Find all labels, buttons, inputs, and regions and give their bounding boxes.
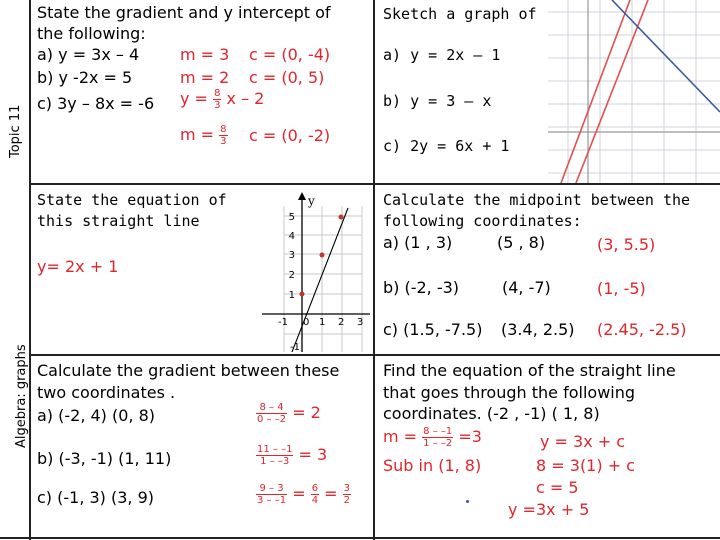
- q1-c-m-frac: [219, 124, 227, 147]
- q5-c-den3: 2: [343, 495, 351, 506]
- q3-x-tick: 3: [357, 317, 364, 328]
- q2-line-red-2: [576, 0, 648, 183]
- q5-b-frac: [256, 444, 293, 467]
- q1-c-m-eq: m =: [180, 125, 215, 144]
- q3-point-2: [320, 253, 325, 258]
- divider-row1: [29, 183, 720, 185]
- q3-line: [292, 208, 348, 352]
- q1-a-c: c = (0, -4): [249, 45, 331, 64]
- q5-c-num3: 3: [343, 483, 351, 494]
- q1-c-y-eq: y =: [180, 89, 208, 108]
- q5-c-frac3: [343, 483, 351, 506]
- q6-c: c = 5: [536, 478, 579, 497]
- q6-line3: coordinates. (-2 , -1) ( 1, 8): [383, 404, 600, 423]
- q4-a: a) (1 , 3): [383, 233, 453, 252]
- q3-x-tick: -1: [278, 317, 288, 328]
- q6-m-answer: =3: [458, 427, 482, 446]
- q5-a-frac: [256, 402, 287, 425]
- q5-b-den: 1 – –3: [260, 456, 290, 467]
- q6-sub: Sub in (1, 8): [383, 456, 482, 475]
- q5-c-num2: 6: [311, 483, 319, 494]
- q3-answer: y= 2x + 1: [37, 257, 119, 276]
- q1-c-c: c = (0, -2): [249, 126, 331, 145]
- q1-b: b) y -2x = 5: [37, 68, 133, 87]
- q1-c-frac: [213, 88, 221, 111]
- q5-a-den: 0 – –2: [257, 414, 287, 425]
- q1-c-m-num: 8: [220, 124, 227, 135]
- q4-c-answer: (2.45, -2.5): [597, 320, 687, 339]
- q4-c: c) (1.5, -7.5): [383, 320, 483, 339]
- q2-line-blue: [612, 0, 720, 112]
- q6-general: y = 3x + c: [540, 432, 626, 451]
- q3-x-tick: 2: [338, 317, 345, 328]
- q5-a: a) (-2, 4) (0, 8): [37, 406, 156, 425]
- q3-graph: [262, 186, 372, 352]
- q4-c2: (3.4, 2.5): [501, 320, 575, 339]
- q3-line1: State the equation of: [37, 191, 227, 209]
- q6-m: [383, 426, 482, 449]
- q6-line1: Find the equation of the straight line: [383, 361, 676, 380]
- q3-x-tick: 0: [303, 317, 310, 328]
- q3-bottom-tick: -1: [290, 342, 300, 352]
- q5-b-calc: [256, 444, 327, 467]
- topic-label: Topic 11: [8, 104, 23, 158]
- q3-line2: this straight line: [37, 212, 200, 230]
- q5-b-answer: = 3: [298, 445, 328, 464]
- q5-c-den: 3 – –1: [257, 495, 287, 506]
- q5-a-num: 8 – 4: [256, 402, 287, 414]
- q1-c-rest: x – 2: [226, 89, 265, 108]
- q4-line2: following coordinates:: [383, 212, 582, 230]
- q6-final: y =3x + 5: [508, 500, 590, 519]
- q3-y-tick: 2: [288, 270, 295, 281]
- q5-c-calc: [256, 483, 351, 506]
- q4-a2: (5 , 8): [497, 233, 546, 252]
- q1-title-1: State the gradient and y intercept of: [37, 3, 331, 22]
- q1-c-frac-den: 3: [214, 100, 221, 111]
- q3-point-1: [300, 292, 305, 297]
- q3-y-tick: 5: [288, 212, 295, 223]
- q6-sub-eq: 8 = 3(1) + c: [536, 456, 635, 475]
- q1-a: a) y = 3x – 4: [37, 45, 140, 64]
- q1-c-y: [180, 88, 264, 111]
- q5-line1: Calculate the gradient between these: [37, 361, 340, 380]
- q5-b: b) (-3, -1) (1, 11): [37, 449, 172, 468]
- divider-bottom: [0, 537, 720, 539]
- q4-b2: (4, -7): [502, 278, 551, 297]
- q3-y-tick: 4: [288, 231, 295, 242]
- q1-c-m: [180, 124, 228, 147]
- q2-title: Sketch a graph of: [383, 5, 537, 23]
- q5-b-num: 11 – –1: [257, 444, 293, 455]
- q6-m-num: 8 – –1: [423, 426, 453, 437]
- q5-c-eq2: =: [324, 484, 338, 503]
- q5-c-den2: 4: [311, 495, 319, 506]
- q6-line2: that goes through the following: [383, 383, 636, 402]
- q2-c: c) 2y = 6x + 1: [383, 137, 510, 155]
- q1-c-m-den: 3: [220, 136, 227, 147]
- q2-b: b) y = 3 – x: [383, 92, 492, 110]
- q3-y-tick: 1: [288, 290, 295, 301]
- q6-m-den: 1 – –2: [423, 438, 453, 449]
- q3-y-label: y: [308, 194, 315, 208]
- q5-a-answer: = 2: [292, 403, 321, 422]
- q4-line1: Calculate the midpoint between the: [383, 191, 691, 209]
- divider-center: [373, 0, 375, 540]
- q6-m-frac: [422, 426, 453, 449]
- section-label: Algebra: graphs: [14, 344, 29, 448]
- q4-b: b) (-2, -3): [383, 278, 460, 297]
- q3-y-arrow: [298, 192, 306, 200]
- q4-a-answer: (3, 5.5): [597, 235, 656, 254]
- q1-c: c) 3y – 8x = -6: [37, 94, 155, 113]
- q1-a-m: m = 3: [180, 45, 230, 64]
- q5-c-frac: [256, 483, 287, 506]
- q5-c-num: 9 – 3: [256, 483, 287, 495]
- q4-b-answer: (1, -5): [597, 279, 646, 298]
- q5-a-calc: [256, 402, 321, 425]
- q5-line2: two coordinates .: [37, 383, 176, 402]
- q2-line-red-1: [561, 0, 630, 183]
- q1-c-frac-num: 8: [214, 88, 221, 99]
- q6-dot: [466, 500, 469, 503]
- divider-left: [29, 0, 31, 540]
- q1-b-c: c = (0, 5): [249, 68, 325, 87]
- q5-c: c) (-1, 3) (3, 9): [37, 488, 155, 507]
- q2-a: a) y = 2x – 1: [383, 46, 501, 64]
- q5-c-eq: =: [292, 484, 306, 503]
- q6-m-eq: m =: [383, 427, 418, 446]
- divider-row2: [29, 354, 720, 356]
- q1-title-2: the following:: [37, 24, 146, 43]
- q3-point-3: [339, 215, 344, 220]
- q1-b-m: m = 2: [180, 68, 230, 87]
- q2-graph: [548, 0, 720, 183]
- q3-x-tick: 1: [319, 317, 326, 328]
- q3-y-tick: 3: [288, 250, 295, 261]
- q5-c-frac2: [311, 483, 319, 506]
